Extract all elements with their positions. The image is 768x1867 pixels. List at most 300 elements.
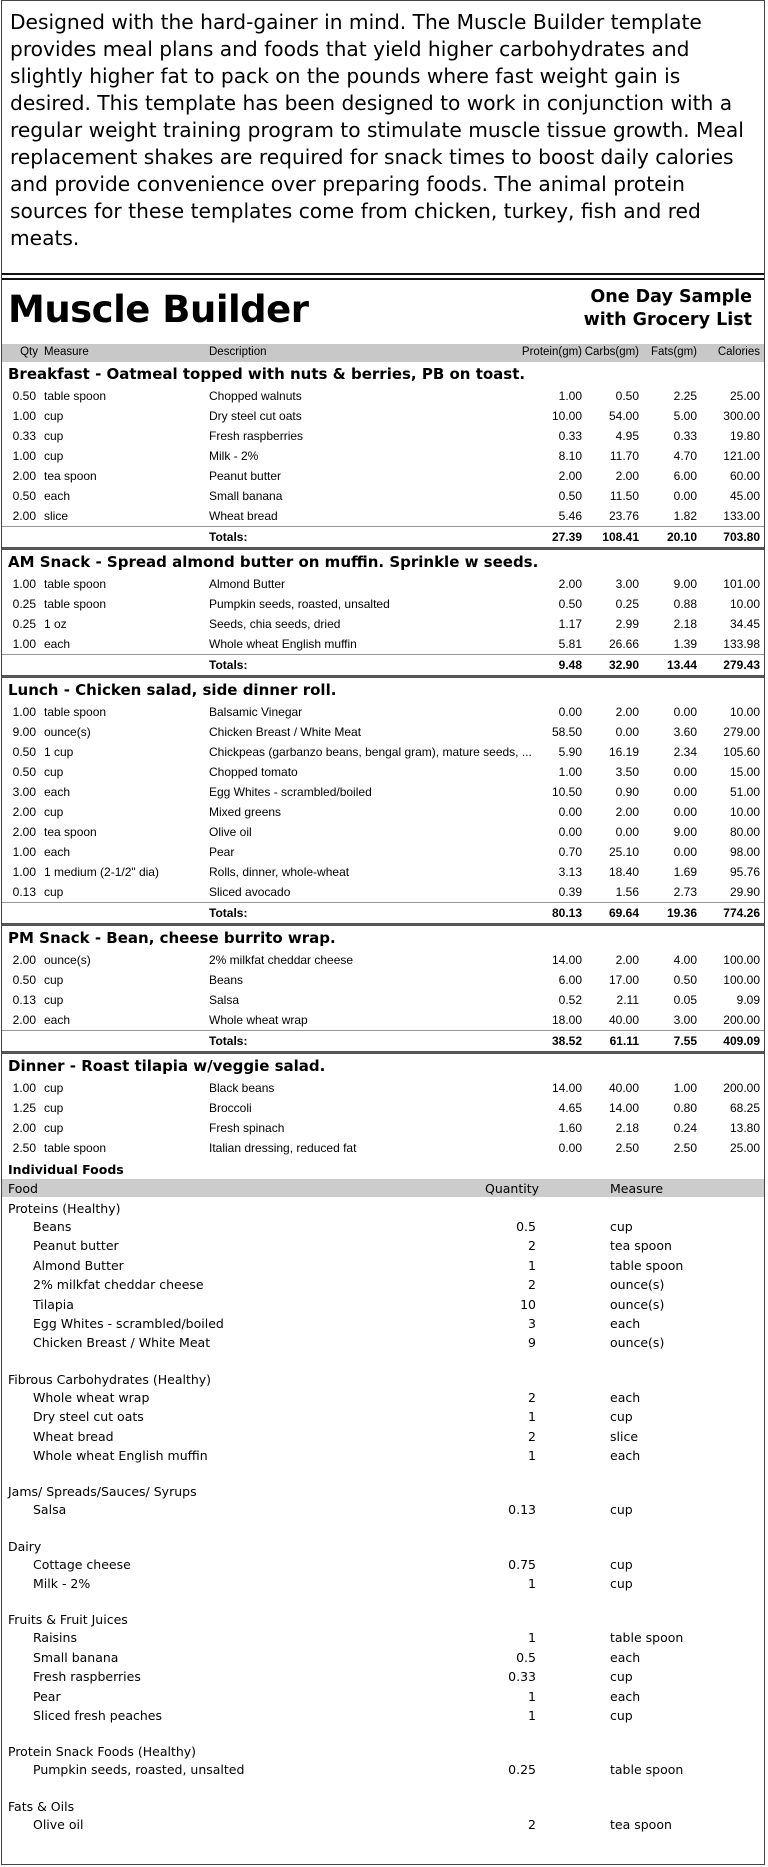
grocery-food: Pumpkin seeds, roasted, unsalted <box>33 1762 245 1778</box>
grocery-item <box>2 1628 764 1647</box>
grocery-measure: cup <box>610 1669 633 1685</box>
food-row <box>2 990 764 1010</box>
cell-carbs: 2.00 <box>615 805 639 819</box>
cell-protein: 0.00 <box>558 805 582 819</box>
cell-qty: 0.13 <box>12 993 36 1007</box>
cell-calories: 98.00 <box>729 845 760 859</box>
cell-qty: 2.00 <box>12 1121 36 1135</box>
cell-description: Broccoli <box>209 1101 252 1115</box>
cell-carbs: 17.00 <box>608 973 639 987</box>
cell-qty: 0.50 <box>12 973 36 987</box>
cell-qty: 1.25 <box>12 1101 36 1115</box>
cell-description: Seeds, chia seeds, dried <box>209 617 341 631</box>
food-row <box>2 466 764 486</box>
food-category: Fibrous Carbohydrates (Healthy) <box>8 1371 212 1387</box>
grocery-measure: cup <box>610 1556 633 1572</box>
grocery-item <box>2 1706 764 1725</box>
col-fats: Fats(gm) <box>651 346 697 358</box>
meal-title: PM Snack - Bean, cheese burrito wrap. <box>8 929 336 947</box>
grocery-measure: table spoon <box>610 1257 684 1273</box>
cell-description: Pear <box>209 845 235 859</box>
cell-description: Whole wheat English muffin <box>209 637 357 651</box>
cell-carbs: 0.00 <box>615 825 639 839</box>
cell-calories: 279.00 <box>723 725 760 739</box>
cell-measure: each <box>44 845 71 859</box>
ind-col-food: Food <box>8 1181 38 1196</box>
cell-calories: 29.90 <box>729 885 760 899</box>
food-row <box>2 762 764 782</box>
grocery-item <box>2 1295 764 1314</box>
cell-measure: table spoon <box>44 705 107 719</box>
grocery-measure: table spoon <box>610 1630 684 1646</box>
cell-protein: 0.00 <box>558 705 582 719</box>
cell-calories: 68.25 <box>729 1101 760 1115</box>
category-spacer <box>2 1593 764 1608</box>
cell-description: Chopped tomato <box>209 765 298 779</box>
cell-calories: 34.45 <box>729 617 760 631</box>
meal-title: Breakfast - Oatmeal topped with nuts & berries, PB on toast. <box>8 365 526 383</box>
cell-protein: 18.00 <box>551 1013 582 1027</box>
meal-section <box>2 362 764 550</box>
grocery-quantity: 1 <box>528 1409 536 1425</box>
category-spacer <box>2 1725 764 1740</box>
totals-row <box>2 526 764 547</box>
grocery-item <box>2 1760 764 1779</box>
cell-description: Wheat bread <box>209 509 278 523</box>
col-measure: Measure <box>44 346 89 358</box>
cell-measure: cup <box>44 973 64 987</box>
cell-protein: 2.00 <box>558 577 582 591</box>
cell-description: Balsamic Vinegar <box>209 705 303 719</box>
cell-calories: 100.00 <box>723 973 760 987</box>
grocery-quantity: 1 <box>528 1630 536 1646</box>
total-fats: 13.44 <box>666 658 697 672</box>
cell-carbs: 3.00 <box>615 577 639 591</box>
cell-description: 2% milkfat cheddar cheese <box>209 953 354 967</box>
grocery-measure: ounce(s) <box>610 1296 665 1312</box>
cell-description: Chopped walnuts <box>209 389 302 403</box>
cell-protein: 0.70 <box>558 845 582 859</box>
grocery-food: Small banana <box>33 1649 119 1665</box>
totals-label: Totals: <box>209 530 248 544</box>
cell-qty: 9.00 <box>12 725 36 739</box>
grocery-quantity: 10 <box>520 1296 536 1312</box>
cell-protein: 5.81 <box>558 637 582 651</box>
cell-qty: 1.00 <box>12 577 36 591</box>
food-category: Dairy <box>8 1538 42 1554</box>
total-fats: 20.10 <box>666 530 697 544</box>
meal-section <box>2 926 764 1054</box>
grocery-measure: each <box>610 1649 641 1665</box>
cell-measure: cup <box>44 449 64 463</box>
cell-protein: 0.39 <box>558 885 582 899</box>
cell-fats: 9.00 <box>673 577 697 591</box>
grocery-quantity: 0.25 <box>508 1762 536 1778</box>
food-row <box>2 386 764 406</box>
food-row <box>2 574 764 594</box>
cell-qty: 2.00 <box>12 805 36 819</box>
cell-protein: 1.00 <box>558 765 582 779</box>
cell-qty: 0.50 <box>12 389 36 403</box>
cell-qty: 1.00 <box>12 705 36 719</box>
food-row <box>2 802 764 822</box>
food-row <box>2 722 764 742</box>
grocery-food: Almond Butter <box>33 1257 124 1273</box>
cell-fats: 5.00 <box>673 409 697 423</box>
cell-measure: tea spoon <box>44 825 97 839</box>
grocery-measure: each <box>610 1315 641 1331</box>
cell-qty: 2.00 <box>12 825 36 839</box>
food-row <box>2 882 764 902</box>
grocery-measure: tea spoon <box>610 1816 672 1832</box>
cell-fats: 1.00 <box>673 1081 697 1095</box>
cell-calories: 121.00 <box>723 449 760 463</box>
grocery-item <box>2 1687 764 1706</box>
cell-carbs: 2.00 <box>615 705 639 719</box>
cell-fats: 2.73 <box>673 885 697 899</box>
grocery-measure: cup <box>610 1502 633 1518</box>
cell-protein: 0.52 <box>558 993 582 1007</box>
grocery-item <box>2 1256 764 1275</box>
subtitle-line-1: One Day Sample <box>590 287 752 307</box>
cell-description: Mixed greens <box>209 805 282 819</box>
cell-carbs: 4.95 <box>615 429 639 443</box>
grocery-measure: cup <box>610 1409 633 1425</box>
cell-measure: ounce(s) <box>44 953 91 967</box>
total-calories: 409.09 <box>723 1034 760 1048</box>
cell-carbs: 11.70 <box>609 449 639 463</box>
cell-measure: table spoon <box>44 1141 107 1155</box>
cell-fats: 0.24 <box>673 1121 697 1135</box>
cell-carbs: 14.00 <box>608 1101 639 1115</box>
grocery-quantity: 0.5 <box>516 1219 536 1234</box>
cell-protein: 58.50 <box>551 725 582 739</box>
cell-carbs: 2.00 <box>615 953 639 967</box>
cell-qty: 1.00 <box>12 637 36 651</box>
cell-measure: each <box>44 785 71 799</box>
total-calories: 279.43 <box>723 658 760 672</box>
grocery-item <box>2 1446 764 1465</box>
food-row <box>2 950 764 970</box>
cell-carbs: 0.25 <box>615 597 639 611</box>
cell-qty: 0.25 <box>12 597 36 611</box>
cell-measure: 1 medium (2-1/2" dia) <box>44 865 159 879</box>
grocery-measure: table spoon <box>610 1762 684 1778</box>
subtitle-line-2: with Grocery List <box>583 310 752 330</box>
grocery-quantity: 2 <box>528 1238 536 1254</box>
cell-measure: cup <box>44 885 64 899</box>
grocery-food: Dry steel cut oats <box>33 1409 144 1425</box>
cell-protein: 0.00 <box>558 1141 582 1155</box>
grocery-item <box>2 1574 764 1593</box>
grocery-food: Salsa <box>33 1502 67 1518</box>
col-calories: Calories <box>717 346 760 358</box>
cell-carbs: 2.50 <box>615 1141 639 1155</box>
cell-protein: 8.10 <box>558 449 582 463</box>
grocery-food: Pear <box>33 1688 61 1704</box>
grocery-quantity: 2 <box>528 1277 536 1293</box>
cell-qty: 1.00 <box>12 409 36 423</box>
cell-carbs: 54.00 <box>608 409 639 423</box>
cell-fats: 9.00 <box>673 825 697 839</box>
grocery-quantity: 1 <box>528 1708 536 1724</box>
cell-protein: 0.33 <box>558 429 582 443</box>
grocery-measure: ounce(s) <box>610 1277 665 1293</box>
cell-fats: 0.00 <box>673 805 697 819</box>
cell-protein: 0.50 <box>558 597 582 611</box>
cell-description: Fresh spinach <box>209 1121 285 1135</box>
food-row <box>2 842 764 862</box>
document-page <box>1 0 765 1865</box>
grocery-item <box>2 1648 764 1667</box>
cell-protein: 3.13 <box>558 865 582 879</box>
food-row <box>2 702 764 722</box>
cell-calories: 45.00 <box>729 489 760 503</box>
food-row <box>2 486 764 506</box>
grocery-item <box>2 1217 764 1236</box>
grocery-quantity: 9 <box>528 1335 536 1351</box>
cell-carbs: 11.50 <box>609 489 639 503</box>
page-title: Muscle Builder <box>8 288 309 331</box>
total-carbs: 69.64 <box>608 906 639 920</box>
grocery-quantity: 0.75 <box>508 1556 536 1572</box>
cell-measure: cup <box>44 1121 64 1135</box>
grocery-item <box>2 1815 764 1834</box>
cell-carbs: 2.11 <box>616 993 639 1007</box>
cell-carbs: 1.56 <box>615 885 639 899</box>
cell-measure: table spoon <box>44 389 107 403</box>
total-protein: 38.52 <box>551 1034 582 1048</box>
cell-qty: 2.00 <box>12 509 36 523</box>
cell-qty: 1.00 <box>12 865 36 879</box>
grocery-food: Egg Whites - scrambled/boiled <box>33 1315 224 1331</box>
meal-title: Dinner - Roast tilapia w/veggie salad. <box>8 1057 326 1075</box>
total-protein: 80.13 <box>551 906 582 920</box>
grocery-food: Beans <box>33 1219 72 1234</box>
food-category: Fats & Oils <box>8 1798 75 1814</box>
food-row <box>2 1010 764 1030</box>
cell-measure: each <box>44 1013 71 1027</box>
meal-title: AM Snack - Spread almond butter on muffin. Sprinkle w seeds. <box>8 553 539 571</box>
grocery-food: Milk - 2% <box>33 1576 91 1592</box>
cell-fats: 2.18 <box>673 617 697 631</box>
grocery-quantity: 1 <box>528 1688 536 1704</box>
cell-description: Italian dressing, reduced fat <box>209 1141 357 1155</box>
cell-protein: 1.00 <box>558 389 582 403</box>
cell-fats: 1.39 <box>673 637 697 651</box>
cell-qty: 1.00 <box>12 449 36 463</box>
cell-description: Sliced avocado <box>209 885 291 899</box>
cell-measure: each <box>44 489 71 503</box>
cell-description: Black beans <box>209 1081 275 1095</box>
cell-description: Egg Whites - scrambled/boiled <box>209 785 372 799</box>
total-fats: 7.55 <box>673 1034 697 1048</box>
grocery-item <box>2 1667 764 1686</box>
ind-col-quantity: Quantity <box>485 1181 540 1196</box>
food-category: Proteins (Healthy) <box>8 1201 121 1216</box>
cell-qty: 2.00 <box>12 1013 36 1027</box>
cell-fats: 2.34 <box>673 745 697 759</box>
cell-description: Peanut butter <box>209 469 282 483</box>
cell-carbs: 25.10 <box>608 845 639 859</box>
totals-label: Totals: <box>209 906 248 920</box>
cell-fats: 2.50 <box>673 1141 697 1155</box>
cell-carbs: 40.00 <box>608 1081 639 1095</box>
cell-protein: 5.46 <box>558 509 582 523</box>
food-row <box>2 614 764 634</box>
cell-fats: 3.00 <box>673 1013 697 1027</box>
meal-title: Lunch - Chicken salad, side dinner roll. <box>8 681 337 699</box>
cell-description: Salsa <box>209 993 240 1007</box>
cell-measure: 1 cup <box>44 745 74 759</box>
category-spacer <box>2 1780 764 1795</box>
grocery-food: Tilapia <box>33 1296 74 1312</box>
grocery-item <box>2 1314 764 1333</box>
cell-calories: 25.00 <box>729 389 760 403</box>
grocery-measure: cup <box>610 1219 633 1234</box>
cell-fats: 0.00 <box>673 765 697 779</box>
cell-description: Small banana <box>209 489 283 503</box>
category-spacer <box>2 1353 764 1368</box>
cell-protein: 0.00 <box>558 825 582 839</box>
cell-measure: each <box>44 637 71 651</box>
cell-fats: 6.00 <box>673 469 697 483</box>
cell-description: Whole wheat wrap <box>209 1013 308 1027</box>
category-spacer <box>2 1465 764 1480</box>
totals-row <box>2 1030 764 1051</box>
cell-qty: 0.50 <box>12 489 36 503</box>
cell-description: Fresh raspberries <box>209 429 304 443</box>
food-category: Jams/ Spreads/Sauces/ Syrups <box>8 1484 197 1500</box>
grocery-quantity: 1 <box>528 1257 536 1273</box>
cell-protein: 14.00 <box>551 953 582 967</box>
cell-measure: cup <box>44 765 64 779</box>
grocery-measure: tea spoon <box>610 1238 672 1254</box>
meal-plan <box>2 362 764 1158</box>
grocery-item <box>2 1407 764 1426</box>
plan-subtitle <box>584 286 752 332</box>
total-calories: 703.80 <box>723 530 760 544</box>
grocery-food: Sliced fresh peaches <box>33 1708 162 1724</box>
grocery-item <box>2 1555 764 1574</box>
meal-section <box>2 550 764 678</box>
food-row <box>2 742 764 762</box>
cell-protein: 4.65 <box>558 1101 582 1115</box>
cell-description: Pumpkin seeds, roasted, unsalted <box>209 597 390 611</box>
grocery-food: Wheat bread <box>33 1428 114 1444</box>
meal-section <box>2 678 764 926</box>
cell-fats: 4.00 <box>673 953 697 967</box>
cell-calories: 10.00 <box>729 597 760 611</box>
cell-measure: cup <box>44 429 64 443</box>
individual-foods-title: Individual Foods <box>8 1162 124 1177</box>
cell-fats: 0.00 <box>673 705 697 719</box>
food-row <box>2 1118 764 1138</box>
food-row <box>2 506 764 526</box>
food-row <box>2 782 764 802</box>
cell-description: Milk - 2% <box>209 449 259 463</box>
cell-measure: tea spoon <box>44 469 97 483</box>
grocery-quantity: 0.33 <box>508 1669 536 1685</box>
individual-foods-section <box>2 1158 764 1834</box>
grocery-food: Whole wheat English muffin <box>33 1447 208 1463</box>
cell-description: Olive oil <box>209 825 252 839</box>
cell-calories: 9.09 <box>736 993 760 1007</box>
intro-paragraph: Designed with the hard-gainer in mind. The Muscle Builder template provides meal plans and foods that yield higher carbohydrates and slightly higher fat to pack on the pounds where fast weight gain is desired. This template has been designed to work in conjunction with a regular weight training program to stimulate muscle tissue growth. Meal replacement shakes are required for snack times to boost daily calories and provide convenience over preparing foods. The animal protein sources for these templates come from chicken, turkey, fish and red meats. <box>2 1 764 275</box>
cell-carbs: 2.99 <box>615 617 639 631</box>
col-carbs: Carbs(gm) <box>584 346 639 358</box>
individual-foods-list <box>2 1197 764 1834</box>
cell-carbs: 26.66 <box>608 637 639 651</box>
totals-label: Totals: <box>209 1034 248 1048</box>
cell-calories: 60.00 <box>729 469 760 483</box>
cell-carbs: 18.40 <box>608 865 639 879</box>
cell-calories: 300.00 <box>723 409 760 423</box>
cell-calories: 19.80 <box>729 429 760 443</box>
food-row <box>2 594 764 614</box>
cell-carbs: 0.90 <box>615 785 639 799</box>
cell-measure: cup <box>44 805 64 819</box>
cell-fats: 0.80 <box>673 1101 697 1115</box>
total-carbs: 61.11 <box>609 1034 639 1048</box>
grocery-quantity: 2 <box>528 1389 536 1405</box>
grocery-quantity: 0.5 <box>516 1649 536 1665</box>
column-header-row <box>2 344 764 362</box>
food-row <box>2 970 764 990</box>
cell-fats: 1.82 <box>673 509 697 523</box>
cell-qty: 0.13 <box>12 885 36 899</box>
cell-description: Almond Butter <box>209 577 286 591</box>
grocery-measure: slice <box>610 1428 639 1444</box>
grocery-food: Cottage cheese <box>33 1556 131 1572</box>
cell-carbs: 0.50 <box>615 389 639 403</box>
total-protein: 9.48 <box>558 658 582 672</box>
grocery-food: Whole wheat wrap <box>33 1389 150 1405</box>
total-carbs: 108.41 <box>602 530 639 544</box>
cell-measure: cup <box>44 1081 64 1095</box>
cell-measure: table spoon <box>44 577 107 591</box>
col-description: Description <box>209 346 267 358</box>
totals-label: Totals: <box>209 658 248 672</box>
cell-calories: 13.80 <box>729 1121 760 1135</box>
grocery-quantity: 2 <box>528 1816 536 1832</box>
grocery-item <box>2 1427 764 1446</box>
grocery-measure: each <box>610 1688 641 1704</box>
cell-measure: cup <box>44 1101 64 1115</box>
grocery-food: Peanut butter <box>33 1238 119 1254</box>
cell-protein: 10.50 <box>551 785 582 799</box>
food-row <box>2 862 764 882</box>
food-row <box>2 822 764 842</box>
cell-qty: 2.00 <box>12 469 36 483</box>
cell-calories: 51.00 <box>729 785 760 799</box>
col-protein: Protein(gm) <box>521 346 582 358</box>
cell-description: Dry steel cut oats <box>209 409 302 423</box>
food-row <box>2 446 764 466</box>
grocery-item <box>2 1388 764 1407</box>
grocery-measure: cup <box>610 1708 633 1724</box>
total-fats: 19.36 <box>666 906 697 920</box>
total-carbs: 32.90 <box>608 658 639 672</box>
cell-calories: 10.00 <box>729 705 760 719</box>
cell-description: Chickpeas (garbanzo beans, bengal gram), mature seeds, ... <box>209 745 532 759</box>
totals-row <box>2 902 764 923</box>
cell-measure: ounce(s) <box>44 725 91 739</box>
cell-calories: 133.00 <box>723 509 760 523</box>
cell-measure: cup <box>44 993 64 1007</box>
grocery-food: 2% milkfat cheddar cheese <box>33 1277 204 1293</box>
cell-calories: 80.00 <box>729 825 760 839</box>
